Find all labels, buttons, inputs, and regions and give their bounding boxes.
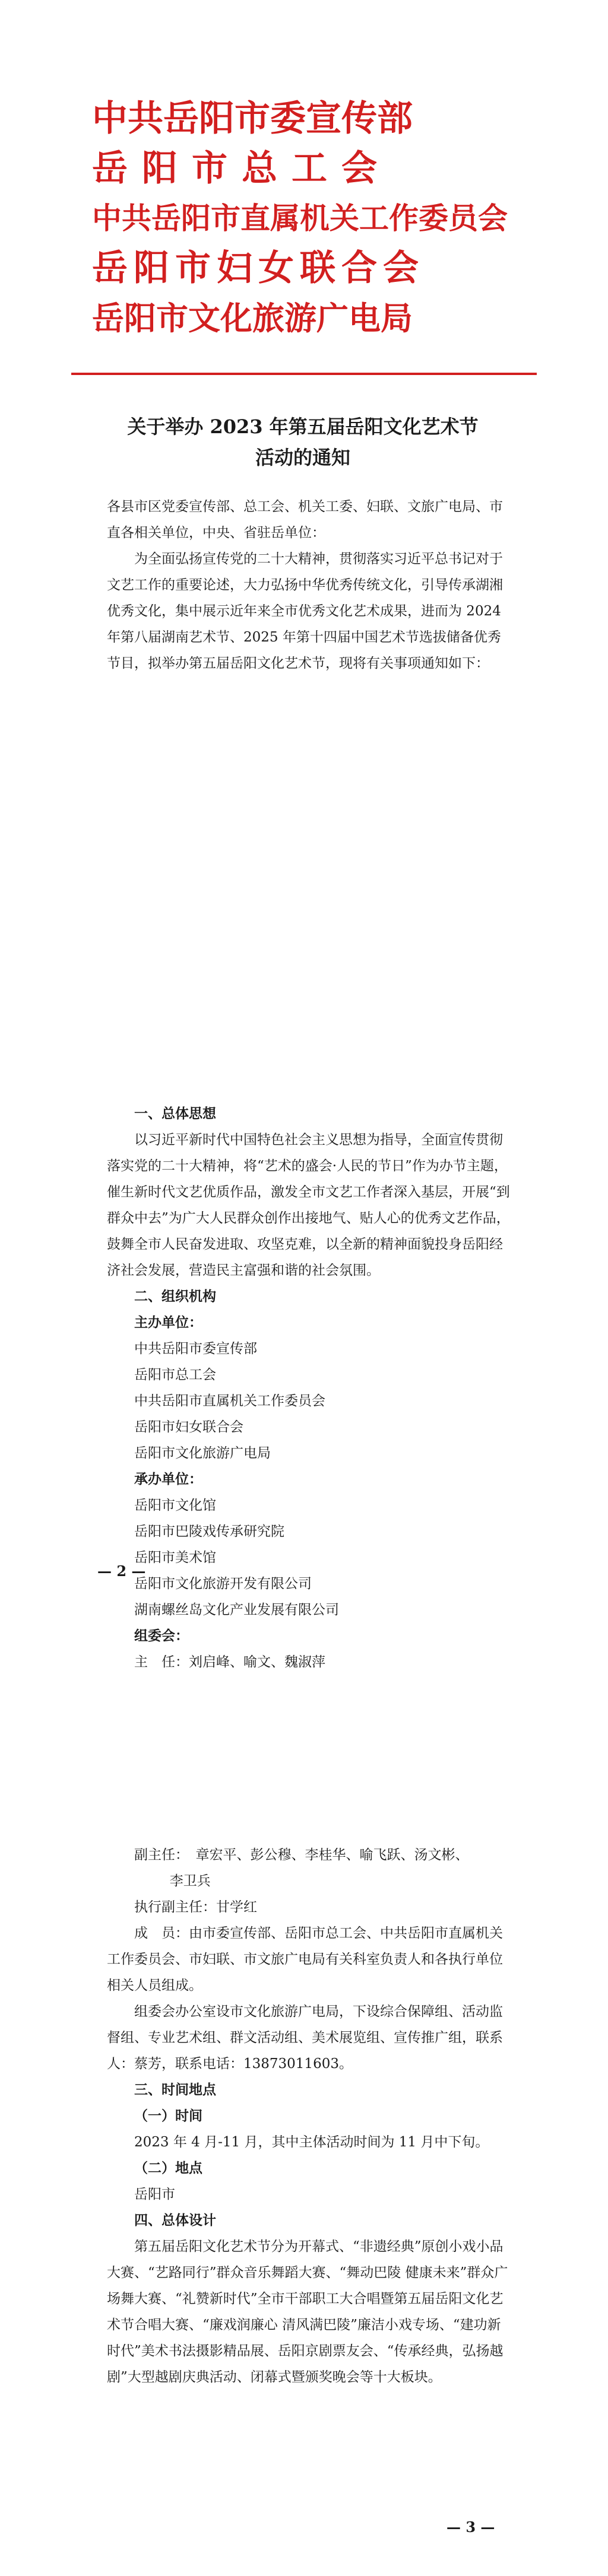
page-1-body: [107, 494, 511, 676]
organizer-item: 岳阳市文化馆: [134, 1498, 216, 1513]
section-1-body: 以习近平新时代中国特色社会主义思想为指导，全面宣传贯彻落实党的二十大精神，将“艺术的盛会·人民的节日”作为办节主题，催生新时代文艺优质作品，激发全市文艺工作者深入基层，开展“到群众中去”为广大人民群众创作出接地气、贴人心的优秀文艺作品，鼓舞全市人民奋发进取、攻坚克难，以全新的精神面貌投身岳阳经济社会发展，营造民主富强和谐的社会氛围。: [107, 1132, 510, 1278]
organizer-label: 承办单位：: [134, 1471, 202, 1487]
title-line-2: 活动的通知: [255, 446, 350, 469]
vice-chair-line-2: 李卫兵: [169, 1873, 211, 1889]
host-label: 主办单位：: [134, 1314, 202, 1330]
committee-chair: 主 任：刘启峰、喻文、魏淑萍: [134, 1654, 325, 1670]
committee-members: 成 员：由市委宣传部、岳阳市总工会、中共岳阳市直属机关工作委员会、市妇联、市文旅广电局有关科室负责人和各执行单位相关人员组成。: [107, 1926, 503, 1993]
place-label: （二）地点: [134, 2160, 202, 2176]
section-3-heading: 三、时间地点: [134, 2082, 216, 2098]
page-2: [0, 859, 608, 1717]
page-number: — 3 —: [446, 2518, 495, 2536]
title-line-1: 关于举办 2023 年第五届岳阳文化艺术节: [127, 415, 479, 438]
page-3: [0, 1717, 608, 2576]
org-direct-organs-committee: 中共岳阳市直属机关工作委员会: [92, 201, 508, 236]
org-publicity-dept: 中共岳阳市委宣传部: [92, 98, 413, 139]
host-item: 中共岳阳市直属机关工作委员会: [134, 1393, 325, 1409]
place-body: 岳阳市: [134, 2187, 175, 2202]
organizer-item: 岳阳市美术馆: [134, 1550, 216, 1565]
host-item: 中共岳阳市委宣传部: [134, 1341, 257, 1357]
page-2-body: [107, 1101, 511, 1675]
committee-label: 组委会：: [134, 1628, 189, 1644]
committee-office: 组委会办公室设市文化旅游广电局，下设综合保障组、活动监督组、专业艺术组、群文活动组、美术展览组、宣传推广组，联系人：蔡芳，联系电话：13873011603。: [107, 2004, 503, 2072]
intro-paragraph: 为全面弘扬宣传党的二十大精神，贯彻落实习近平总书记对于文艺工作的重要论述，大力弘扬中华优秀传统文化，引导传承湖湘优秀文化，集中展示近年来全市优秀文化艺术成果，进而为 2024 年第八届湖南艺术节、2025 年第十四届中国艺术节选拔储备优秀节目，拟举办第五届岳阳文化艺术节，现将有关事项通知如下：: [107, 551, 503, 671]
page-number: — 2 —: [97, 1562, 146, 1580]
issuing-organizations: [92, 94, 520, 343]
section-4-heading: 四、总体设计: [134, 2212, 216, 2228]
time-body: 2023 年 4 月-11 月，其中主体活动时间为 11 月中下旬。: [134, 2135, 489, 2150]
host-item: 岳阳市总工会: [134, 1367, 216, 1383]
organizer-item: 湖南螺丝岛文化产业发展有限公司: [134, 1602, 339, 1618]
section-1-heading: 一、总体思想: [134, 1106, 216, 1122]
page-3-body: [107, 1842, 511, 2390]
host-item: 岳阳市妇女联合会: [134, 1419, 243, 1435]
vice-chair-line-1: 副主任： 章宏平、彭公穆、李桂华、喻飞跃、汤文彬、: [134, 1847, 469, 1863]
host-item: 岳阳市文化旅游广电局: [134, 1446, 271, 1461]
org-trade-union: 岳阳市总工会: [92, 148, 391, 189]
organizer-item: 岳阳市文化旅游开发有限公司: [134, 1576, 312, 1592]
executive-vice-chair: 执行副主任：甘学红: [134, 1900, 257, 1915]
time-label: （一）时间: [134, 2108, 202, 2124]
red-divider-rule: [71, 373, 537, 375]
addressee: 各县市区党委宣传部、总工会、机关工委、妇联、文旅广电局、市直各相关单位，中央、省驻岳单位：: [107, 499, 503, 541]
organizer-item: 岳阳市巴陵戏传承研究院: [134, 1524, 284, 1539]
section-2-heading: 二、组织机构: [134, 1288, 216, 1304]
page-1: [0, 0, 608, 859]
section-4-body: 第五届岳阳文化艺术节分为开幕式、“非遗经典”原创小戏小品大赛、“艺路同行”群众音乐舞蹈大赛、“舞动巴陵 健康未来”群众广场舞大赛、“礼赞新时代”全市干部职工大合唱暨第五届岳阳文化艺术节合唱大赛、“廉戏润廉心 清风满巴陵”廉洁小戏专场、“建功新时代”美术书法摄影精品展、岳阳京剧票友会、“传承经典，弘扬越剧”大型越剧庆典活动、闭幕式暨颁奖晚会等十大板块。: [107, 2239, 508, 2385]
org-womens-federation: 岳阳市妇女联合会: [92, 247, 425, 289]
org-culture-tourism-bureau: 岳阳市文化旅游广电局: [92, 299, 413, 337]
document-title: [95, 411, 511, 473]
